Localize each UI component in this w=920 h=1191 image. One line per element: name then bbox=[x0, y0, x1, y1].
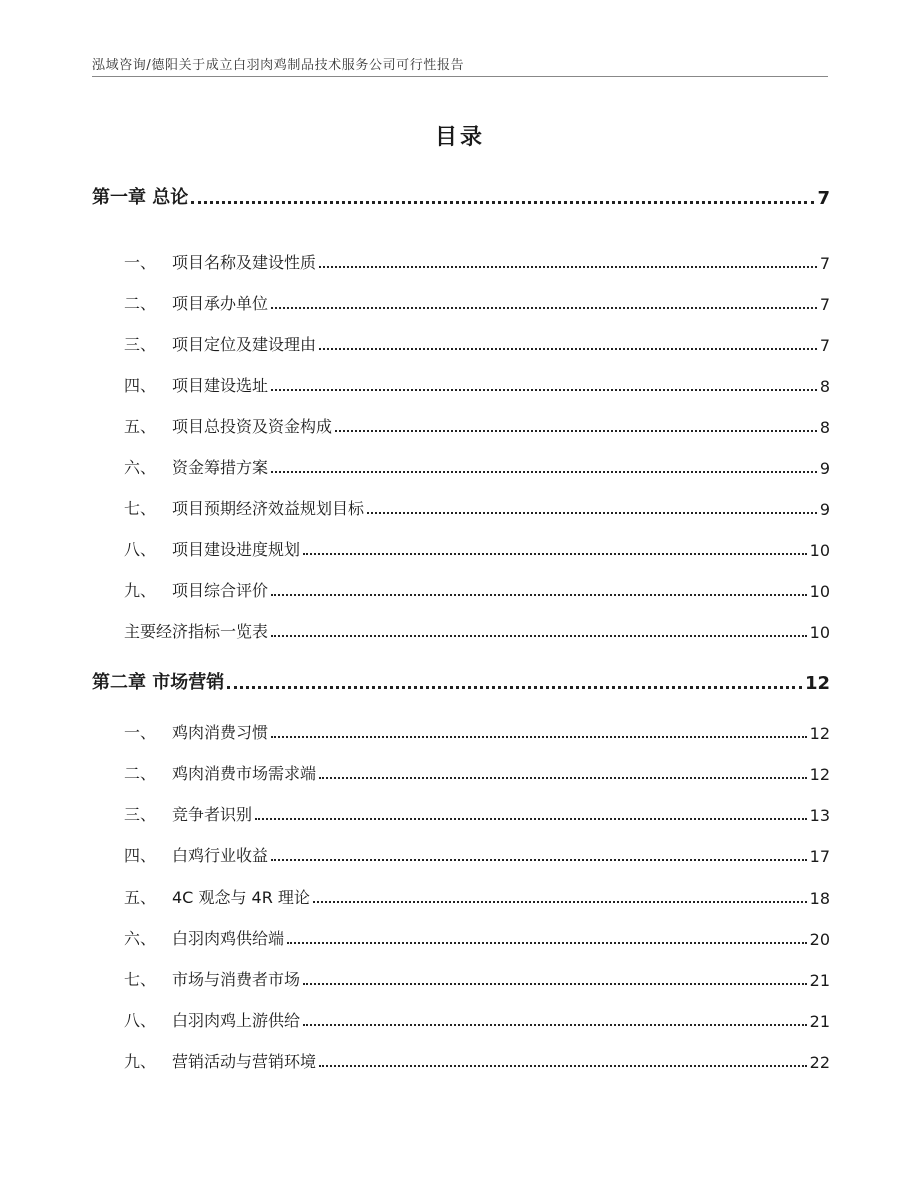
toc-entry-label bbox=[124, 578, 268, 601]
toc-section-entry[interactable] bbox=[92, 838, 830, 866]
toc-entry-number: 九、 bbox=[124, 1052, 157, 1071]
toc-entry-label bbox=[124, 761, 316, 784]
dot-leader bbox=[287, 942, 807, 944]
toc-section-entry[interactable] bbox=[92, 715, 830, 743]
toc-entry-number: 五、 bbox=[124, 888, 157, 907]
toc-section-entry[interactable] bbox=[92, 409, 830, 437]
toc-entry-label bbox=[124, 496, 364, 519]
toc-page-number: 12 bbox=[809, 724, 830, 743]
toc-entry-number: 五、 bbox=[124, 417, 157, 436]
toc-entry-number: 三、 bbox=[124, 335, 157, 354]
toc-entry-number: 七、 bbox=[124, 970, 157, 989]
toc-entry-text: 鸡肉消费习惯 bbox=[172, 723, 269, 742]
toc-chapter-entry[interactable] bbox=[92, 181, 830, 209]
toc-chapter-entry[interactable] bbox=[92, 666, 830, 694]
toc-section-entry[interactable] bbox=[92, 532, 830, 560]
toc-entry-text: 项目定位及建设理由 bbox=[172, 335, 317, 354]
toc-entry-label bbox=[92, 183, 188, 209]
toc-section-entry[interactable] bbox=[92, 368, 830, 396]
toc-entry-number: 七、 bbox=[124, 499, 157, 518]
dot-leader bbox=[303, 1024, 807, 1026]
toc-entry-number: 一、 bbox=[124, 253, 157, 272]
toc-entry-label bbox=[124, 926, 284, 949]
toc-section-entry[interactable] bbox=[92, 327, 830, 355]
toc-entry-label bbox=[124, 455, 268, 478]
toc-entry-text: 项目总投资及资金构成 bbox=[172, 417, 333, 436]
toc-entry-number: 三、 bbox=[124, 805, 157, 824]
toc-page-number: 8 bbox=[819, 418, 830, 437]
toc-section-entry[interactable] bbox=[92, 491, 830, 519]
dot-leader bbox=[227, 686, 802, 689]
toc-entry-label bbox=[124, 1049, 316, 1072]
toc-entry-number: 四、 bbox=[124, 376, 157, 395]
toc-entry-text: 4C 观念与 4R 理论 bbox=[172, 888, 310, 907]
dot-leader bbox=[191, 201, 814, 204]
toc-entry-text: 项目承办单位 bbox=[172, 294, 269, 313]
toc-entry-label bbox=[124, 537, 300, 560]
toc-section-entry[interactable] bbox=[92, 614, 830, 642]
toc-section-entry[interactable] bbox=[92, 756, 830, 784]
toc-entry-label bbox=[92, 668, 224, 694]
toc-entry-text: 白羽肉鸡供给端 bbox=[172, 929, 285, 948]
toc-page-number: 13 bbox=[809, 806, 830, 825]
toc-section-entry[interactable] bbox=[92, 797, 830, 825]
toc-entry-number: 八、 bbox=[124, 1011, 157, 1030]
dot-leader bbox=[271, 859, 807, 861]
toc-entry-label bbox=[124, 332, 316, 355]
toc-page-number: 8 bbox=[819, 377, 830, 396]
toc-entry-text: 项目综合评价 bbox=[172, 581, 269, 600]
header-rule bbox=[92, 76, 828, 77]
toc-entry-text: 营销活动与营销环境 bbox=[172, 1052, 317, 1071]
toc-entry-label bbox=[124, 1008, 300, 1031]
toc-section-entry[interactable] bbox=[92, 880, 830, 908]
dot-leader bbox=[303, 553, 807, 555]
toc-entry-text: 主要经济指标一览表 bbox=[124, 622, 269, 641]
toc-section-entry[interactable] bbox=[92, 1044, 830, 1072]
toc-entry-label bbox=[124, 250, 316, 273]
toc-entry-text: 项目预期经济效益规划目标 bbox=[172, 499, 365, 518]
toc-page-number: 9 bbox=[819, 500, 830, 519]
toc-entry-label bbox=[124, 802, 252, 825]
toc-entry-number: 九、 bbox=[124, 581, 157, 600]
toc-entry-text: 竞争者识别 bbox=[172, 805, 253, 824]
toc-entry-number: 六、 bbox=[124, 458, 157, 477]
dot-leader bbox=[319, 777, 807, 779]
dot-leader bbox=[271, 736, 807, 738]
toc-page-number: 7 bbox=[817, 188, 830, 209]
toc-entry-text: 市场与消费者市场 bbox=[172, 970, 301, 989]
dot-leader bbox=[271, 471, 817, 473]
toc-entry-text: 项目建设选址 bbox=[172, 376, 269, 395]
toc-section-entry[interactable] bbox=[92, 450, 830, 478]
toc-entry-text: 第一章 总论 bbox=[92, 187, 189, 208]
toc-entry-label bbox=[124, 373, 268, 396]
toc-entry-text: 白鸡行业收益 bbox=[172, 846, 269, 865]
dot-leader bbox=[255, 818, 807, 820]
toc-section-entry[interactable] bbox=[92, 962, 830, 990]
toc-page-number: 10 bbox=[809, 623, 830, 642]
toc-page-number: 7 bbox=[819, 295, 830, 314]
toc-entry-text: 第二章 市场营销 bbox=[92, 672, 225, 693]
toc-page-number: 18 bbox=[809, 889, 830, 908]
toc-entry-label bbox=[124, 843, 268, 866]
toc-page-number: 20 bbox=[809, 930, 830, 949]
dot-leader bbox=[303, 983, 807, 985]
toc-page-number: 10 bbox=[809, 582, 830, 601]
dot-leader bbox=[335, 430, 817, 432]
toc-entry-label bbox=[124, 720, 268, 743]
toc-entry-text: 项目名称及建设性质 bbox=[172, 253, 317, 272]
dot-leader bbox=[271, 389, 817, 391]
toc-page-number: 12 bbox=[809, 765, 830, 784]
dot-leader bbox=[271, 635, 807, 637]
toc-entry-text: 项目建设进度规划 bbox=[172, 540, 301, 559]
toc-section-entry[interactable] bbox=[92, 1003, 830, 1031]
dot-leader bbox=[313, 901, 807, 903]
toc-section-entry[interactable] bbox=[92, 921, 830, 949]
toc-entry-label bbox=[124, 967, 300, 990]
dot-leader bbox=[367, 512, 817, 514]
toc-page-number: 12 bbox=[804, 673, 830, 694]
toc-entry-text: 资金筹措方案 bbox=[172, 458, 269, 477]
toc-entry-label bbox=[124, 414, 332, 437]
toc-entry-number: 四、 bbox=[124, 846, 157, 865]
dot-leader bbox=[319, 266, 817, 268]
toc-page-number: 21 bbox=[809, 1012, 830, 1031]
toc-entry-number: 一、 bbox=[124, 723, 157, 742]
toc-page-number: 10 bbox=[809, 541, 830, 560]
toc-page-number: 22 bbox=[809, 1053, 830, 1072]
toc-entry-number: 二、 bbox=[124, 294, 157, 313]
toc-entry-label bbox=[124, 291, 268, 314]
toc-page-number: 9 bbox=[819, 459, 830, 478]
toc-entry-text: 鸡肉消费市场需求端 bbox=[172, 764, 317, 783]
dot-leader bbox=[319, 348, 817, 350]
page-header: 泓域咨询/德阳关于成立白羽肉鸡制品技术服务公司可行性报告 bbox=[92, 58, 465, 73]
toc-entry-number: 六、 bbox=[124, 929, 157, 948]
toc-entry-number: 八、 bbox=[124, 540, 157, 559]
toc-section-entry[interactable] bbox=[92, 245, 830, 273]
dot-leader bbox=[271, 307, 817, 309]
dot-leader bbox=[319, 1065, 807, 1067]
toc-section-entry[interactable] bbox=[92, 286, 830, 314]
toc-title: 目录 bbox=[434, 125, 485, 150]
toc-entry-text: 白羽肉鸡上游供给 bbox=[172, 1011, 301, 1030]
toc-page-number: 17 bbox=[809, 847, 830, 866]
toc-page-number: 21 bbox=[809, 971, 830, 990]
toc-entry-label bbox=[124, 885, 310, 908]
toc-page-number: 7 bbox=[819, 254, 830, 273]
dot-leader bbox=[271, 594, 807, 596]
toc-section-entry[interactable] bbox=[92, 573, 830, 601]
toc-page-number: 7 bbox=[819, 336, 830, 355]
toc-entry-number: 二、 bbox=[124, 764, 157, 783]
toc-entry-label bbox=[124, 619, 268, 642]
